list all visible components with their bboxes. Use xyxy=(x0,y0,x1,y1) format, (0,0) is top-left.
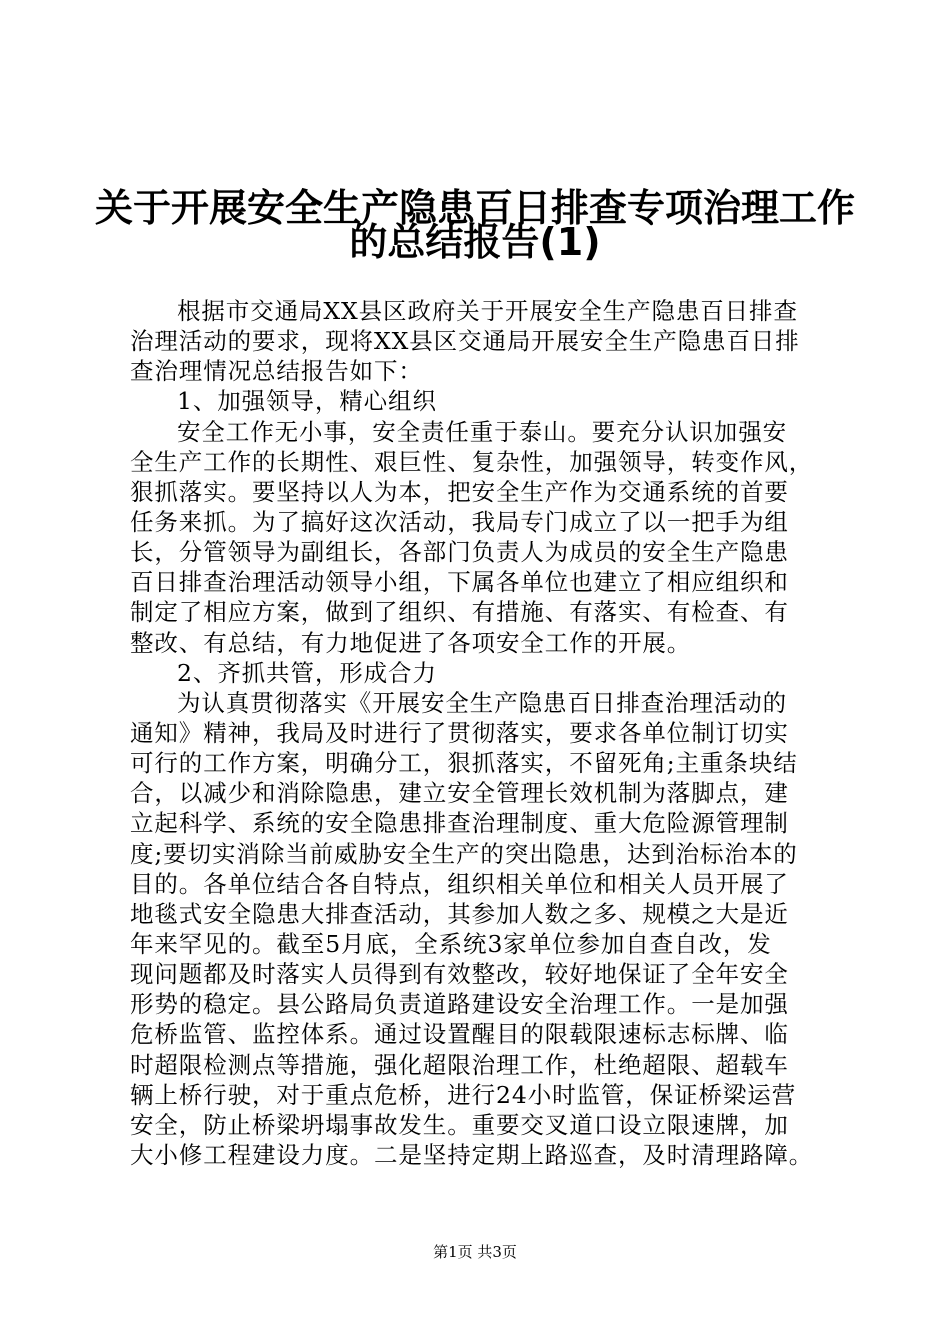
body-line: 立起科学、系统的安全隐患排查治理制度、重大危险源管理制 xyxy=(130,809,789,838)
body-line: 制定了相应方案，做到了组织、有措施、有落实、有检查、有 xyxy=(130,598,789,627)
body-line: 全生产工作的长期性、艰巨性、复杂性，加强领导，转变作风， xyxy=(130,447,814,476)
body-line: 目的。各单位结合各自特点，组织相关单位和相关人员开展了 xyxy=(130,869,789,898)
body-line: 任务来抓。为了搞好这次活动，我局专门成立了以一把手为组 xyxy=(130,507,789,536)
body-line: 安全工作无小事，安全责任重于泰山。要充分认识加强安 xyxy=(177,417,787,446)
body-line: 地毯式安全隐患大排查活动，其参加人数之多、规模之大是近 xyxy=(130,899,789,928)
section-heading-2: 2、齐抓共管，形成合力 xyxy=(177,658,437,687)
body-line: 治理活动的要求，现将XX县区交通局开展安全生产隐患百日排 xyxy=(130,327,800,356)
page-footer: 第1页 共3页 xyxy=(433,1243,517,1261)
document-body xyxy=(130,296,835,1170)
body-line: 危桥监管、监控体系。通过设置醒目的限载限速标志标牌、临 xyxy=(130,1020,789,1049)
body-line: 查治理情况总结报告如下： xyxy=(130,357,423,386)
body-line: 安全，防止桥梁坍塌事故发生。重要交叉道口设立限速牌，加 xyxy=(130,1110,789,1139)
body-line: 时超限检测点等措施，强化超限治理工作，杜绝超限、超载车 xyxy=(130,1050,789,1079)
body-line: 现问题都及时落实人员得到有效整改，较好地保证了全年安全 xyxy=(130,960,789,989)
body-line: 可行的工作方案，明确分工，狠抓落实，不留死角;主重条块结 xyxy=(130,749,798,778)
body-line: 根据市交通局XX县区政府关于开展安全生产隐患百日排查 xyxy=(177,297,798,325)
body-line: 为认真贯彻落实《开展安全生产隐患百日排查治理活动的 xyxy=(177,688,787,717)
body-line: 年来罕见的。截至5月底，全系统3家单位参加自查自改，发 xyxy=(130,929,772,958)
body-line: 整改、有总结，有力地促进了各项安全工作的开展。 xyxy=(130,628,692,657)
document-title-line-2: 的总结报告(1) xyxy=(349,220,601,264)
body-line: 合，以减少和消除隐患，建立安全管理长效机制为落脚点，建 xyxy=(130,779,789,808)
document-title-line-1: 关于开展安全生产隐患百日排查专项治理工作 xyxy=(94,186,855,230)
body-line: 百日排查治理活动领导小组，下属各单位也建立了相应组织和 xyxy=(130,568,789,597)
body-line: 度;要切实消除当前威胁安全生产的突出隐患，达到治标治本的 xyxy=(130,839,798,868)
body-line: 长，分管领导为副组长，各部门负责人为成员的安全生产隐患 xyxy=(130,538,789,567)
body-line: 狠抓落实。要坚持以人为本，把安全生产作为交通系统的首要 xyxy=(130,477,789,506)
body-line: 形势的稳定。县公路局负责道路建设安全治理工作。一是加强 xyxy=(130,990,789,1019)
section-heading-1: 1、加强领导，精心组织 xyxy=(177,387,437,416)
body-line: 辆上桥行驶，对于重点危桥，进行24小时监管，保证桥梁运营 xyxy=(130,1080,797,1109)
body-line: 大小修工程建设力度。二是坚持定期上路巡查，及时清理路障。 xyxy=(130,1140,814,1169)
body-line: 通知》精神，我局及时进行了贯彻落实，要求各单位制订切实 xyxy=(130,718,789,747)
